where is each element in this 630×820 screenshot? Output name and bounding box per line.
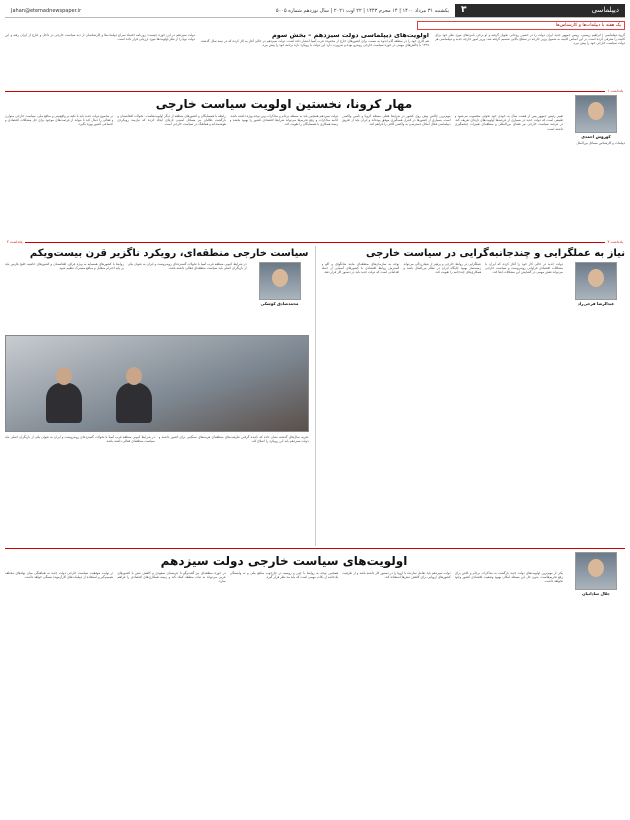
site-email[interactable]: Jahan@etemadnewspaper.ir xyxy=(11,7,82,14)
page-number: ۳ xyxy=(461,5,467,15)
article-column: دولت سیزدهم باید تعامل سازنده با اروپا را در دستور کار داشته باشد و از ظرفیت کشورهای اروپایی برای کاهش تنش‌ها استفاده کند. xyxy=(342,571,451,580)
author-name: کوروش احمدی xyxy=(581,134,611,139)
author-portrait xyxy=(259,262,301,300)
article-column: در نهایت موفقیت سیاست خارجی دولت جدید به هماهنگی میان نهادهای مختلف تصمیم‌گیر و استفاده از دیپلمات‌های کارآزموده بستگی خواهد داشت. xyxy=(4,571,114,580)
author-box xyxy=(567,262,625,546)
photo-head xyxy=(126,367,142,385)
article-column: در شرایط کنونی منطقه غرب آسیا با تحولات گسترده‌ای روبه‌روست و ایران به عنوان یکی از بازیگران اصلی باید سیاست منطقه‌ای فعالی داشته باشد. xyxy=(127,262,247,271)
author-name: جلال ساداتیان xyxy=(582,591,610,596)
page-header xyxy=(5,4,625,18)
article-headline: مهار کرونا، نخستین اولویت سیاست خارجی xyxy=(155,97,413,111)
photo-figure xyxy=(46,383,82,423)
article-column: در حوزه منطقه‌ای نیز گفت‌وگو با عربستان سعودی و کاهش تنش با کشورهای عربی می‌تواند به ثبات منطقه کمک کند و زمینه همکاری‌های اقتصادی را فراهم سازد. xyxy=(117,571,226,584)
top-story-col-left: دولت سیزدهم در این حوزه چیست؛ روزنامه اعتماد سراغ دیپلمات‌ها و کارشناسان از دید سیاست خارجی در داخل و خارج از ایران رفته و این دولت نوپا را از نظر اولویت‌ها مورد ارزیابی قرار داده است. xyxy=(5,33,195,42)
article-columns xyxy=(5,435,309,546)
news-photo xyxy=(5,335,309,432)
tagline: یک هفته با دیپلمات‌ها و کارشناس‌ها xyxy=(417,21,625,30)
author-portrait xyxy=(575,262,617,300)
article-body xyxy=(5,552,563,777)
column-separator xyxy=(315,246,316,546)
article-headline: سیاست خارجی منطقه‌ای، رویکرد ناگزیر قرن بیست‌ویکم xyxy=(29,248,309,259)
photo-figure xyxy=(116,383,152,423)
photo-head xyxy=(56,367,72,385)
date-line: یکشنبه ۳۱ مرداد ۱۴۰۰ | ۱۴ محرم ۱۴۴۳ | ۲۲ اوت ۲۰۲۱ | سال نوزدهم شماره ۵۰۰۵ xyxy=(275,7,449,14)
article-body xyxy=(5,95,563,240)
ref-label: یادداشت ۴ xyxy=(7,240,23,244)
article-columns xyxy=(322,262,626,546)
top-story-mid xyxy=(201,33,429,89)
author-name: محمدصادق کوشکی xyxy=(260,301,299,306)
section-banner xyxy=(455,4,625,17)
section-name: دیپلماسی xyxy=(591,6,619,14)
article-columns xyxy=(5,571,563,777)
article-column: یکی از مهم‌ترین اولویت‌های دولت جدید بازگشت به مذاکرات برجام و تلاش برای رفع تحریم‌هاست. بدون حل این مسئله امکان بهبود وضعیت اقتصادی کشور وجود نخواهد داشت. xyxy=(454,571,563,584)
article-column: مهم‌ترین چالش پیش روی کشور در شرایط فعلی مسئله کرونا و تأمین واکسن است. بسیاری از کشورها در کنترل همه‌گیری موفق بوده‌اند و ایران باید از طریق دیپلماسی فعال امکان دسترسی به واکسن کافی را فراهم کند. xyxy=(342,114,451,127)
article-column: دولت جدید در حالی کار خود را آغاز کرده که ایران با مشکلات اقتصادی فراوانی روبه‌روست و سیاست خارجی می‌تواند نقش مهمی در گشایش این مشکلات ایفا کند. xyxy=(485,262,563,275)
article-3 xyxy=(5,246,309,546)
article-columns xyxy=(5,114,563,240)
author-portrait xyxy=(575,552,617,590)
author-name: عبدالرضا فرجی‌راد xyxy=(577,301,615,306)
article-column: رابطه با همسایگان و کشورهای منطقه از دیگر اولویت‌هاست. تحولات افغانستان و بازگشت طالبان نیز مسائل امنیتی تازه‌ای ایجاد کرده که نیازمند رویکردی هوشمندانه و هماهنگ در سیاست خارجی است. xyxy=(117,114,226,127)
ref-label: یادداشت ۱ xyxy=(607,89,623,93)
article-1 xyxy=(5,95,625,240)
article-columns xyxy=(5,262,309,332)
top-story xyxy=(5,33,625,89)
article-column: در مجموع دولت جدید باید با تکیه بر واقع‌بینی و منافع ملی، سیاست خارجی متوازن و فعالی را دنبال کند تا بتواند از فرصت‌های موجود برای حل مشکلات اقتصادی و اجتماعی کشور بهره بگیرد. xyxy=(4,114,114,127)
author-box xyxy=(251,262,309,332)
article-column: دولت سیزدهم همچنین باید به مسئله برجام و مذاکرات وین توجه ویژه داشته باشد. ادامه مذاکرات و رفع تحریم‌ها می‌تواند شرایط اقتصادی کشور را بهبود بخشد و زمینه همکاری با همسایگان را تقویت کند. xyxy=(229,114,339,127)
top-story-title: اولویت‌های دیپلماسی دولت سیزدهم – بخش سوم xyxy=(272,33,429,39)
author-box xyxy=(567,95,625,240)
author-bio: دیپلمات و کارشناس مسائل بین‌الملل xyxy=(576,141,625,146)
article-2 xyxy=(322,246,626,546)
article-column: توجه به سازمان‌های منطقه‌ای مانند شانگهای و اکو و گسترش روابط اقتصادی با کشورهای آسیایی از جمله اقداماتی است که دولت جدید باید در دستور کار قرار دهد. xyxy=(321,262,400,275)
article-column: در شرایط کنونی منطقه غرب آسیا با تحولات گسترده‌ای روبه‌روست و ایران به عنوان یکی از بازیگران اصلی باید سیاست منطقه‌ای فعالی داشته باشد. xyxy=(5,435,155,444)
top-story-col-right: گروه دیپلماسی | ابراهیم رییسی، رییس جمهور جدید ایران دولت را در حسین روحانی تحویل گرفته و او برخی نامزدهای مورد نظر خود برای کابینه را معرفی کرده است. بر این اساس کابینه به شمول وزیر خارجه در سطح بالایی تصمیم گرفته شد. وزیر امور خارجه جدید و دیپلماسی هر دولت سیاست خارجی خود را پیش ببرد. xyxy=(435,33,625,46)
middle-section xyxy=(5,246,625,546)
article-headline: نیاز به عملگرایی و چندجانبه‌گرایی در سیاست خارجی xyxy=(366,248,625,259)
section-divider xyxy=(5,91,625,92)
article-4 xyxy=(5,552,625,777)
top-story-col-mid: هم کاری خود را در منطقه گام اندوه به نسبت برای کشورهای خارج از محدوده عرب آسیا انتشار داده است. دولت سیزدهم در حالی آغاز به کار کرده که در نیمه سال گذشته ۱۳۹۹ با چالش‌های مهمی در حوزه سیاست خارجی روبه‌رو بوده و ضرورت دارد این دولت با رویکرد تازه برنامه خود را پیش ببرد. xyxy=(201,39,429,48)
ref-label: یادداشت ۳ xyxy=(607,240,623,244)
author-box xyxy=(567,552,625,777)
article-column: عملگرایی در روابط خارجی و پرهیز از شعارزدگی می‌تواند زمینه‌ساز بهبود جایگاه ایران در نظام بین‌الملل باشد و همکاری‌های چندجانبه را تقویت کند. xyxy=(403,262,482,275)
author-portrait xyxy=(575,95,617,133)
section-divider xyxy=(5,548,625,549)
article-headline: اولویت‌های سیاست خارجی دولت سیزدهم xyxy=(160,554,408,568)
article-column: همچنین توجه به روابط با چین و روسیه در چارچوب منافع ملی و نه وابستگی یک‌جانبه از نکات مهمی است که باید مد نظر قرار گیرد. xyxy=(229,571,339,580)
article-column: تجربه سال‌های گذشته نشان داده که نادیده گرفتن ظرفیت‌های منطقه‌ای هزینه‌های سنگینی برای کشور داشته و دولت سیزدهم باید این رویکرد را اصلاح کند. xyxy=(158,435,309,444)
article-column: تغییر رئیس جمهور پس از هشت سال به خودی خود تحولی محسوب می‌شود و طبیعی است که دولت جدید در بسیاری از عرصه‌ها اولویت‌های تازه‌ای تعریف کند. در عرصه سیاست خارجی نیز فضای بین‌المللی و منطقه‌ای تغییرات چشمگیری داشته است. xyxy=(454,114,563,131)
section-divider xyxy=(5,242,625,243)
article-column: روابط با کشورهای همسایه به ویژه عراق، افغانستان و کشورهای حاشیه خلیج فارس باید بر پایه احترام متقابل و منافع مشترک تنظیم شود. xyxy=(5,262,124,271)
